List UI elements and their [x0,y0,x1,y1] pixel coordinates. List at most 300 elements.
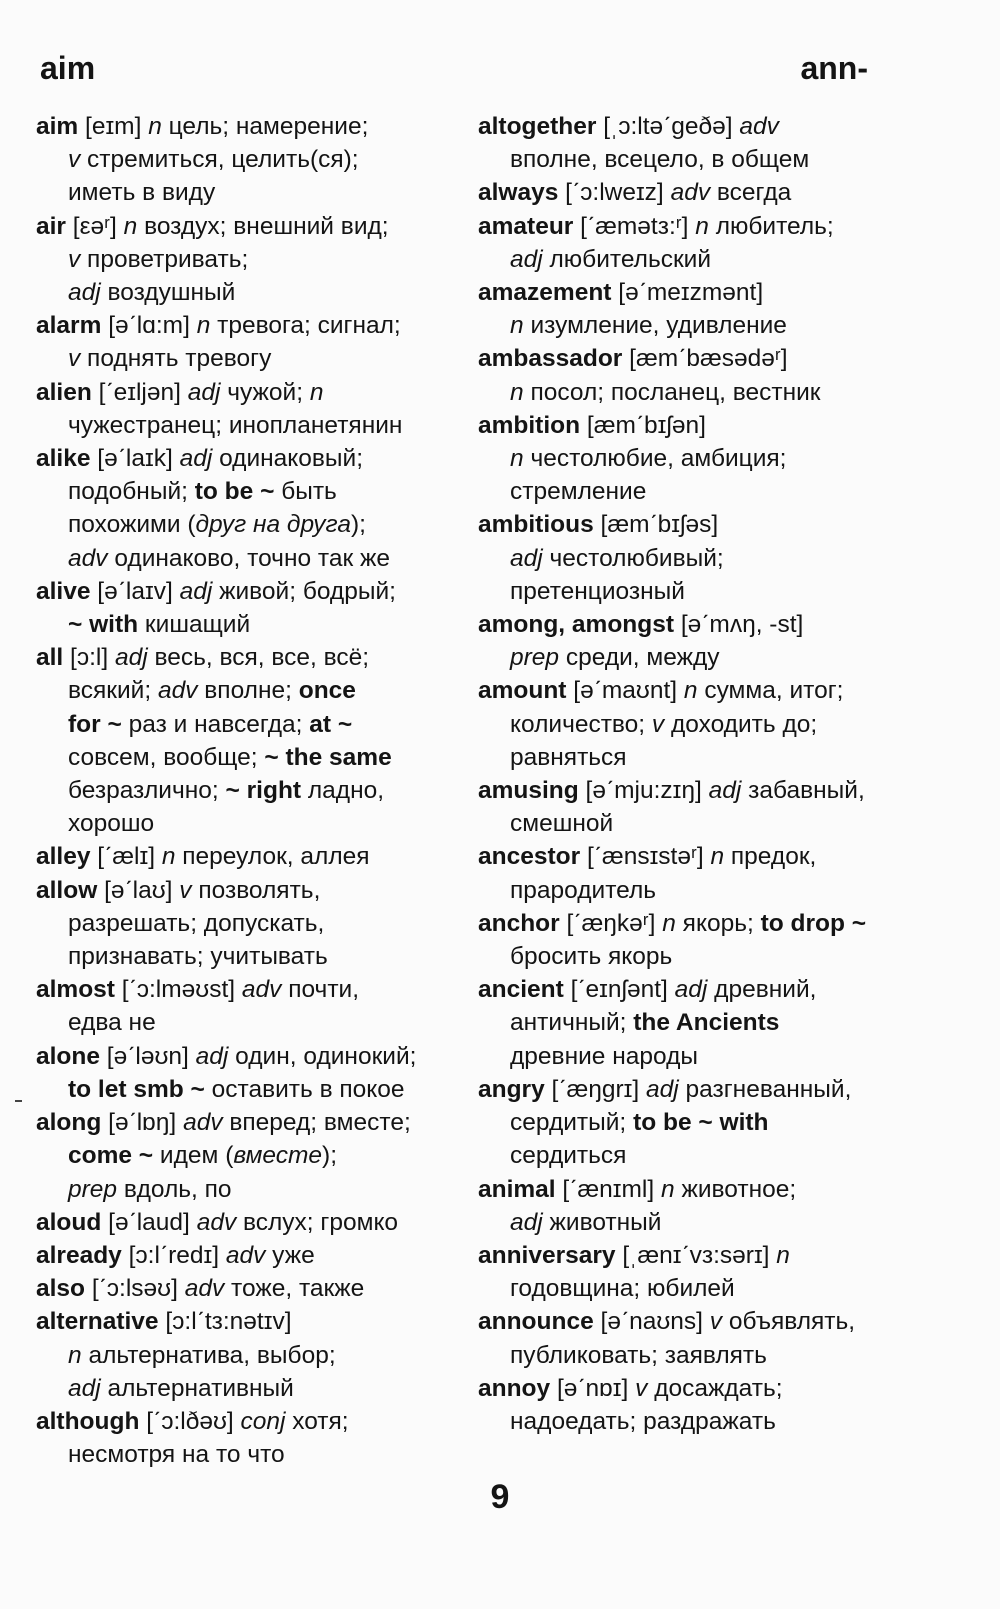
entry-first-line [36,442,476,475]
phrase: to let smb ~ [68,1075,205,1103]
definition-text: тревога; сигнал; [210,312,401,340]
entry-continuation-line [36,143,476,176]
definition-text: хорошо [68,810,155,838]
headword: all [36,644,64,672]
definition-text: безразлично; [68,777,226,805]
dictionary-entry [36,1272,476,1305]
headword: anchor [478,909,560,937]
definition-text: досаждать; [647,1374,783,1402]
grammar-label: друг на друга [195,511,351,539]
dictionary-entry [36,840,476,873]
definition-text: любительский [542,245,712,273]
grammar-label: v [709,1308,723,1336]
definition-text: претенциозный [510,577,685,605]
grammar-label: adj [68,1374,101,1402]
definition-text: альтернативный [100,1374,294,1402]
dictionary-entry [478,409,918,509]
dictionary-entry [478,774,918,840]
dictionary-entry [36,1239,476,1272]
definition-text: похожими ( [68,511,196,539]
grammar-label: adj [187,378,221,406]
transcription-and-text: [ˊeɪljən] [91,378,188,406]
definition-text: якорь; [675,909,761,937]
dictionary-entry [36,1040,476,1106]
definition-text: живой; бодрый; [212,577,396,605]
grammar-label: v [179,876,192,904]
definition-text: публиковать; заявлять [510,1341,767,1369]
definition-text: прародитель [510,876,657,904]
headword: along [36,1109,102,1137]
entry-first-line [478,674,918,707]
grammar-label: adj [646,1075,679,1103]
transcription-and-text: [əˊlɑ:m] [101,312,197,340]
definition-text: предок, [724,843,817,871]
entry-continuation-line [36,807,476,840]
grammar-label: v [651,710,665,738]
definition-text: животное; [674,1175,797,1203]
headword: amazement [478,279,612,307]
grammar-label: adv [225,1241,266,1269]
headword: amusing [478,777,579,805]
entry-first-line [478,774,918,807]
entry-continuation-line [478,475,918,508]
definition-text: одинаковый; [212,445,364,473]
grammar-label: adv [183,1109,223,1137]
definition-text: идем ( [153,1142,234,1170]
transcription-and-text: [ɔ:l] [63,644,115,672]
dictionary-entry [36,973,476,1039]
entry-continuation-line [478,741,918,774]
definition-text: стремление [510,478,647,506]
entry-continuation-line [478,442,918,475]
transcription-and-text: [əˊlaɪk] [90,445,180,473]
left-column [36,110,476,1471]
entry-first-line [478,110,918,143]
definition-text: честолюбивый; [542,544,724,572]
entry-first-line [478,1073,918,1106]
transcription-and-text: [eɪm] [78,113,149,140]
entry-continuation-line [478,575,918,608]
entry-first-line [478,1173,918,1206]
entry-first-line [478,1305,918,1338]
headword: aloud [36,1208,102,1236]
grammar-label: n [161,843,176,871]
header-first-word: aim [40,50,96,86]
definition-text: вполне, всецело, в общем [510,146,810,174]
phrase: once [298,677,356,705]
headword: altogether [478,113,597,140]
definition-text: античный; [510,1009,634,1037]
grammar-label: n [776,1241,790,1269]
entry-continuation-line [478,708,918,741]
headword: alien [36,378,92,406]
headword: alley [36,843,91,871]
entry-continuation-line [478,1206,918,1239]
grammar-label: n [196,312,211,340]
headword: allow [36,876,98,904]
definition-text: весь, вся, все, всё; [147,644,370,672]
definition-text: надоедать; раздражать [510,1407,776,1435]
entry-continuation-line [36,508,476,541]
grammar-label: n [123,212,138,240]
definition-text: стремиться, целить(ся); [80,146,359,174]
entry-continuation-line [36,774,476,807]
entry-continuation-line [478,1405,918,1438]
definition-text: вслух; громко [236,1208,399,1236]
transcription-and-text: [ˊænɪml] [555,1175,661,1203]
dictionary-entry [478,1173,918,1239]
grammar-label: n [710,843,725,871]
definition-text: несмотря на то что [68,1441,285,1469]
definition-text: изумление, удивление [523,312,787,340]
definition-text: любитель; [708,212,834,240]
entry-continuation-line [36,1173,476,1206]
headword: alternative [36,1308,159,1336]
transcription-and-text: [ˌænɪˊvз:sərɪ] [615,1241,777,1269]
entry-continuation-line [478,243,918,276]
entry-first-line [478,176,918,209]
definition-text: чужестранец; инопланетянин [68,411,403,439]
definition-text: поднять тревогу [80,345,272,373]
definition-text: кишащий [138,611,251,639]
entry-continuation-line [36,674,476,707]
grammar-label: adj [510,544,543,572]
definition-text: чужой; [220,378,310,406]
transcription-and-text: [əˊlaɪv] [90,577,180,605]
transcription-and-text: [ˊæmətз:ʳ] [573,212,696,240]
entry-first-line [36,1305,476,1338]
grammar-label: adj [510,245,543,273]
grammar-label: conj [240,1407,286,1435]
headword: alive [36,577,91,605]
entry-continuation-line [478,1272,918,1305]
entry-continuation-line [478,1139,918,1172]
definition-text: быть [274,478,337,506]
headword: alone [36,1042,100,1070]
dictionary-entry [478,176,918,209]
dictionary-entry [478,1372,918,1438]
grammar-label: n [695,212,709,240]
definition-text: почти, [281,976,360,1004]
grammar-label: adj [510,1208,543,1236]
definition-text: всегда [710,179,792,207]
grammar-label: adv [157,677,198,705]
grammar-label: adv [196,1208,237,1236]
definition-text: раз и навсегда; [121,710,310,738]
definition-text: едва не [68,1009,156,1037]
dictionary-entry [36,110,476,210]
definition-text: животный [542,1208,662,1236]
transcription-and-text: [əˊləʊn] [100,1042,196,1070]
definition-text: вполне; [197,677,299,705]
transcription-and-text: [əˊmeɪzmənt] [611,279,764,307]
definition-text: древние народы [510,1042,698,1070]
entry-first-line [36,309,476,342]
grammar-label: n [309,378,324,406]
dictionary-entry [478,1073,918,1173]
headword: animal [478,1175,556,1203]
entry-continuation-line [36,708,476,741]
entry-continuation-line [478,874,918,907]
dictionary-entry [36,376,476,442]
entry-first-line [36,1405,476,1438]
entry-continuation-line [478,376,918,409]
entry-first-line [36,973,476,1006]
grammar-label: n [510,378,524,406]
margin-mark [15,1100,22,1102]
definition-text: оставить в покое [204,1075,405,1103]
entry-continuation-line [478,542,918,575]
dictionary-entry [478,907,918,973]
header-last-word: ann- [800,50,868,86]
dictionary-entry [478,1239,918,1305]
transcription-and-text: [əˊnɒɪ] [550,1374,636,1402]
headword: aim [36,113,79,140]
dictionary-entry [36,874,476,974]
entry-first-line [478,973,918,1006]
entry-continuation-line [36,1073,476,1106]
phrase: to be ~ [194,478,275,506]
headword: ambitious [478,511,594,539]
page-number: 9 [490,1478,510,1516]
transcription-and-text: [æmˊbɪʃəs] [593,511,719,539]
grammar-label: adv [670,179,711,207]
entry-first-line [36,874,476,907]
headword: annoy [478,1374,551,1402]
entry-first-line [36,840,476,873]
entry-continuation-line [478,1040,918,1073]
definition-text: разгневанный, [678,1075,852,1103]
transcription-and-text: [æmˊbæsədəʳ] [622,345,788,373]
transcription-and-text: [əˊlaʊ] [97,876,180,904]
headword: amount [478,677,567,705]
entry-continuation-line [478,309,918,342]
transcription-and-text: [ˊɔ:lsəʊ] [85,1275,185,1303]
dictionary-entry [478,1305,918,1371]
entry-first-line [478,1372,918,1405]
transcription-and-text: [ˌɔ:ltəˊgeðə] [596,113,740,140]
definition-text: равняться [510,743,627,771]
dictionary-entry [478,276,918,342]
grammar-label: adj [179,445,213,473]
dictionary-entry [36,210,476,310]
entry-first-line [36,1272,476,1305]
definition-text: совсем, вообще; [68,743,265,771]
definition-text: смешной [510,810,614,838]
entry-first-line [36,1206,476,1239]
grammar-label: adv [184,1275,225,1303]
headword: ambassador [478,345,623,373]
transcription-and-text: [ˊɔ:lweɪz] [558,179,671,207]
definition-text: хотя; [285,1407,349,1435]
dictionary-entry [478,608,918,674]
entry-continuation-line [478,940,918,973]
entry-first-line [36,1106,476,1139]
dictionary-entry [478,973,918,1073]
grammar-label: adv [68,544,108,572]
dictionary-entry [478,840,918,906]
grammar-label: v [68,345,81,373]
dictionary-entry [36,1106,476,1206]
entry-first-line [478,907,918,940]
grammar-label: v [68,245,81,273]
definition-text: уже [265,1241,315,1269]
entry-continuation-line [36,1139,476,1172]
grammar-label: n [661,1175,675,1203]
transcription-and-text: [ˊeɪnʃənt] [563,976,675,1004]
transcription-and-text: [əˊnaʊns] [593,1308,710,1336]
phrase: ~ the same [264,743,392,771]
definition-text: количество; [510,710,652,738]
dictionary-entry [36,641,476,840]
definition-text: цель; намерение; [161,113,369,140]
grammar-label: adj [674,976,708,1004]
entry-first-line [36,1239,476,1272]
definition-text: ); [350,511,366,539]
transcription-and-text: [æmˊbɪʃən] [580,411,706,439]
entry-first-line [478,210,918,243]
entry-first-line [36,110,476,143]
dictionary-entry [36,442,476,575]
dictionary-entry [478,210,918,276]
entry-continuation-line [478,1339,918,1372]
phrase: ~ right [225,777,302,805]
definition-text: тоже, также [224,1275,365,1303]
entry-first-line [478,508,918,541]
definition-text: признавать; учитывать [68,943,328,971]
grammar-label: prep [68,1175,118,1203]
grammar-label: adv [241,976,282,1004]
grammar-label: v [635,1374,648,1402]
entry-first-line [478,342,918,375]
headword: amateur [478,212,574,240]
grammar-label: n [683,677,698,705]
headword: already [36,1241,122,1269]
definition-text: сердитый; [510,1109,634,1137]
dictionary-entry [36,1206,476,1239]
right-column [478,110,918,1438]
definition-text: одинаково, точно так же [107,544,391,572]
definition-text: альтернатива, выбор; [81,1341,336,1369]
definition-text: доходить до; [664,710,818,738]
transcription-and-text: [əˊlɒŋ] [101,1109,184,1137]
grammar-label: adj [114,644,148,672]
dictionary-entry [36,575,476,641]
grammar-label: n [662,909,676,937]
transcription-and-text: [əˊmju:zɪŋ] [578,777,709,805]
headword: alarm [36,312,102,340]
entry-continuation-line [36,1006,476,1039]
transcription-and-text: [ˊænsɪstəʳ] [580,843,711,871]
grammar-label: вместе [233,1142,323,1170]
entry-first-line [478,1239,918,1272]
entry-continuation-line [36,1339,476,1372]
entry-continuation-line [36,741,476,774]
entry-continuation-line [36,409,476,442]
definition-text: позволять, [191,876,321,904]
definition-text: ладно, [301,777,385,805]
definition-text: посол; посланец, вестник [523,378,821,406]
entry-first-line [478,276,918,309]
grammar-label: adj [708,777,742,805]
headword: ancient [478,976,564,1004]
definition-text: вдоль, по [117,1175,232,1203]
headword: angry [478,1075,545,1103]
entry-continuation-line [36,176,476,209]
definition-text: бросить якорь [510,943,673,971]
grammar-label: n [510,312,524,340]
headword: alike [36,445,91,473]
definition-text: воздух; внешний вид; [137,212,389,240]
grammar-label: v [68,146,81,174]
grammar-label: adj [68,279,101,307]
transcription-and-text: [ˊælɪ] [90,843,162,871]
entry-continuation-line [36,475,476,508]
entry-continuation-line [36,1372,476,1405]
grammar-label: adv [739,113,779,140]
definition-text: сумма, итог; [697,677,844,705]
headword: announce [478,1308,594,1336]
definition-text: среди, между [559,644,720,672]
dictionary-entry [36,1305,476,1405]
transcription-and-text: [ˊæŋgrɪ] [544,1075,647,1103]
definition-text: забавный, [741,777,865,805]
grammar-label: n [510,445,524,473]
entry-first-line [478,608,918,641]
entry-continuation-line [36,342,476,375]
definition-text: годовщина; юбилей [510,1275,735,1303]
grammar-label: n [68,1341,82,1369]
entry-first-line [478,840,918,873]
definition-text: подобный; [68,478,195,506]
entry-first-line [36,210,476,243]
definition-text: один, одинокий; [228,1042,417,1070]
definition-text: вперед; вместе; [222,1109,411,1137]
definition-text: честолюбие, амбиция; [523,445,787,473]
phrase: to be ~ with [633,1109,769,1137]
grammar-label: n [148,113,162,140]
grammar-label: adj [195,1042,229,1070]
entry-continuation-line [36,243,476,276]
definition-text: древний, [707,976,817,1004]
entry-continuation-line [36,276,476,309]
definition-text: сердиться [510,1142,627,1170]
definition-text: воздушный [100,279,236,307]
entry-continuation-line [478,1106,918,1139]
entry-continuation-line [36,940,476,973]
headword: ambition [478,411,581,439]
dictionary-entry [478,110,918,176]
entry-first-line [36,641,476,674]
transcription-and-text: [ˊɔ:lðəʊ] [139,1407,241,1435]
transcription-and-text: [εəʳ] [65,212,124,240]
phrase: at ~ [309,710,353,738]
entry-continuation-line [36,542,476,575]
transcription-and-text: [ˊæŋkəʳ] [559,909,663,937]
entry-first-line [478,409,918,442]
entry-first-line [36,376,476,409]
entry-first-line [36,1040,476,1073]
entry-continuation-line [36,907,476,940]
entry-continuation-line [478,807,918,840]
transcription-and-text: [ɔ:lˊtз:nətɪv] [158,1308,292,1336]
phrase: the Ancients [633,1009,780,1037]
dictionary-entry [36,1405,476,1471]
definition-text: иметь в виду [68,179,216,207]
dictionary-entry [478,342,918,408]
headword: anniversary [478,1241,616,1269]
dictionary-entry [36,309,476,375]
